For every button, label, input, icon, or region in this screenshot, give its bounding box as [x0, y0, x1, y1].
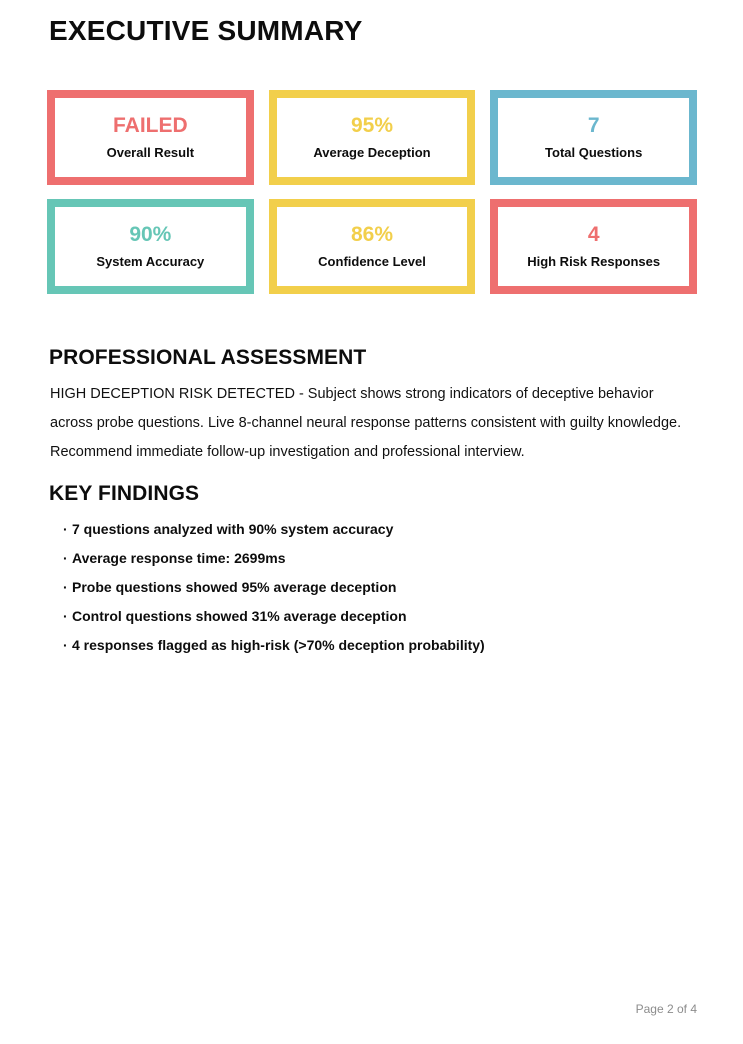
bullet-dot: ·: [63, 550, 68, 566]
stat-value-overall-result: FAILED: [112, 114, 188, 137]
stat-value-high-risk-responses: 4: [587, 223, 600, 246]
page-title: EXECUTIVE SUMMARY: [49, 15, 363, 46]
finding-item: [63, 544, 683, 573]
stat-card-average-deception: [269, 90, 476, 185]
stat-value-confidence-level: 86%: [350, 223, 393, 246]
finding-text: Control questions showed 31% average deception: [72, 608, 407, 624]
finding-text: Average response time: 2699ms: [72, 550, 286, 566]
finding-text: 7 questions analyzed with 90% system accuracy: [72, 521, 394, 537]
stat-label-average-deception: Average Deception: [313, 145, 431, 160]
finding-text: 4 responses flagged as high-risk (>70% deception probability): [72, 637, 485, 653]
stat-label-overall-result: Overall Result: [106, 145, 195, 160]
bullet-dot: ·: [63, 637, 68, 653]
stat-value-average-deception: 95%: [350, 114, 393, 137]
stat-label-high-risk-responses: High Risk Responses: [527, 254, 661, 269]
stat-card-system-accuracy: [47, 199, 254, 294]
summary-stat-cards: [47, 90, 697, 294]
bullet-dot: ·: [63, 579, 68, 595]
stat-card-confidence-level: [269, 199, 476, 294]
key-findings-list: [63, 515, 683, 660]
finding-item: [63, 631, 683, 660]
stat-value-system-accuracy: 90%: [129, 223, 172, 246]
assessment-body-text: HIGH DECEPTION RISK DETECTED - Subject shows strong indicators of deceptive behavior across probe questions. Live 8-channel neural response patterns consistent with guilty knowledge. Recommend immediate follow-up investigation and professional interview.: [50, 386, 682, 460]
stat-label-system-accuracy: System Accuracy: [96, 254, 205, 269]
key-findings-heading: KEY FINDINGS: [49, 482, 200, 505]
stat-label-total-questions: Total Questions: [545, 145, 643, 160]
stat-card-overall-result: [47, 90, 254, 185]
finding-text: Probe questions showed 95% average deception: [72, 579, 397, 595]
assessment-heading: PROFESSIONAL ASSESSMENT: [49, 346, 367, 369]
page-number: Page 2 of 4: [635, 1002, 697, 1016]
stat-card-total-questions: [490, 90, 697, 185]
stat-label-confidence-level: Confidence Level: [318, 254, 426, 269]
bullet-dot: ·: [63, 608, 68, 624]
finding-item: [63, 602, 683, 631]
finding-item: [63, 573, 683, 602]
bullet-dot: ·: [63, 521, 68, 537]
stat-value-total-questions: 7: [587, 114, 600, 137]
stat-card-high-risk-responses: [490, 199, 697, 294]
finding-item: [63, 515, 683, 544]
